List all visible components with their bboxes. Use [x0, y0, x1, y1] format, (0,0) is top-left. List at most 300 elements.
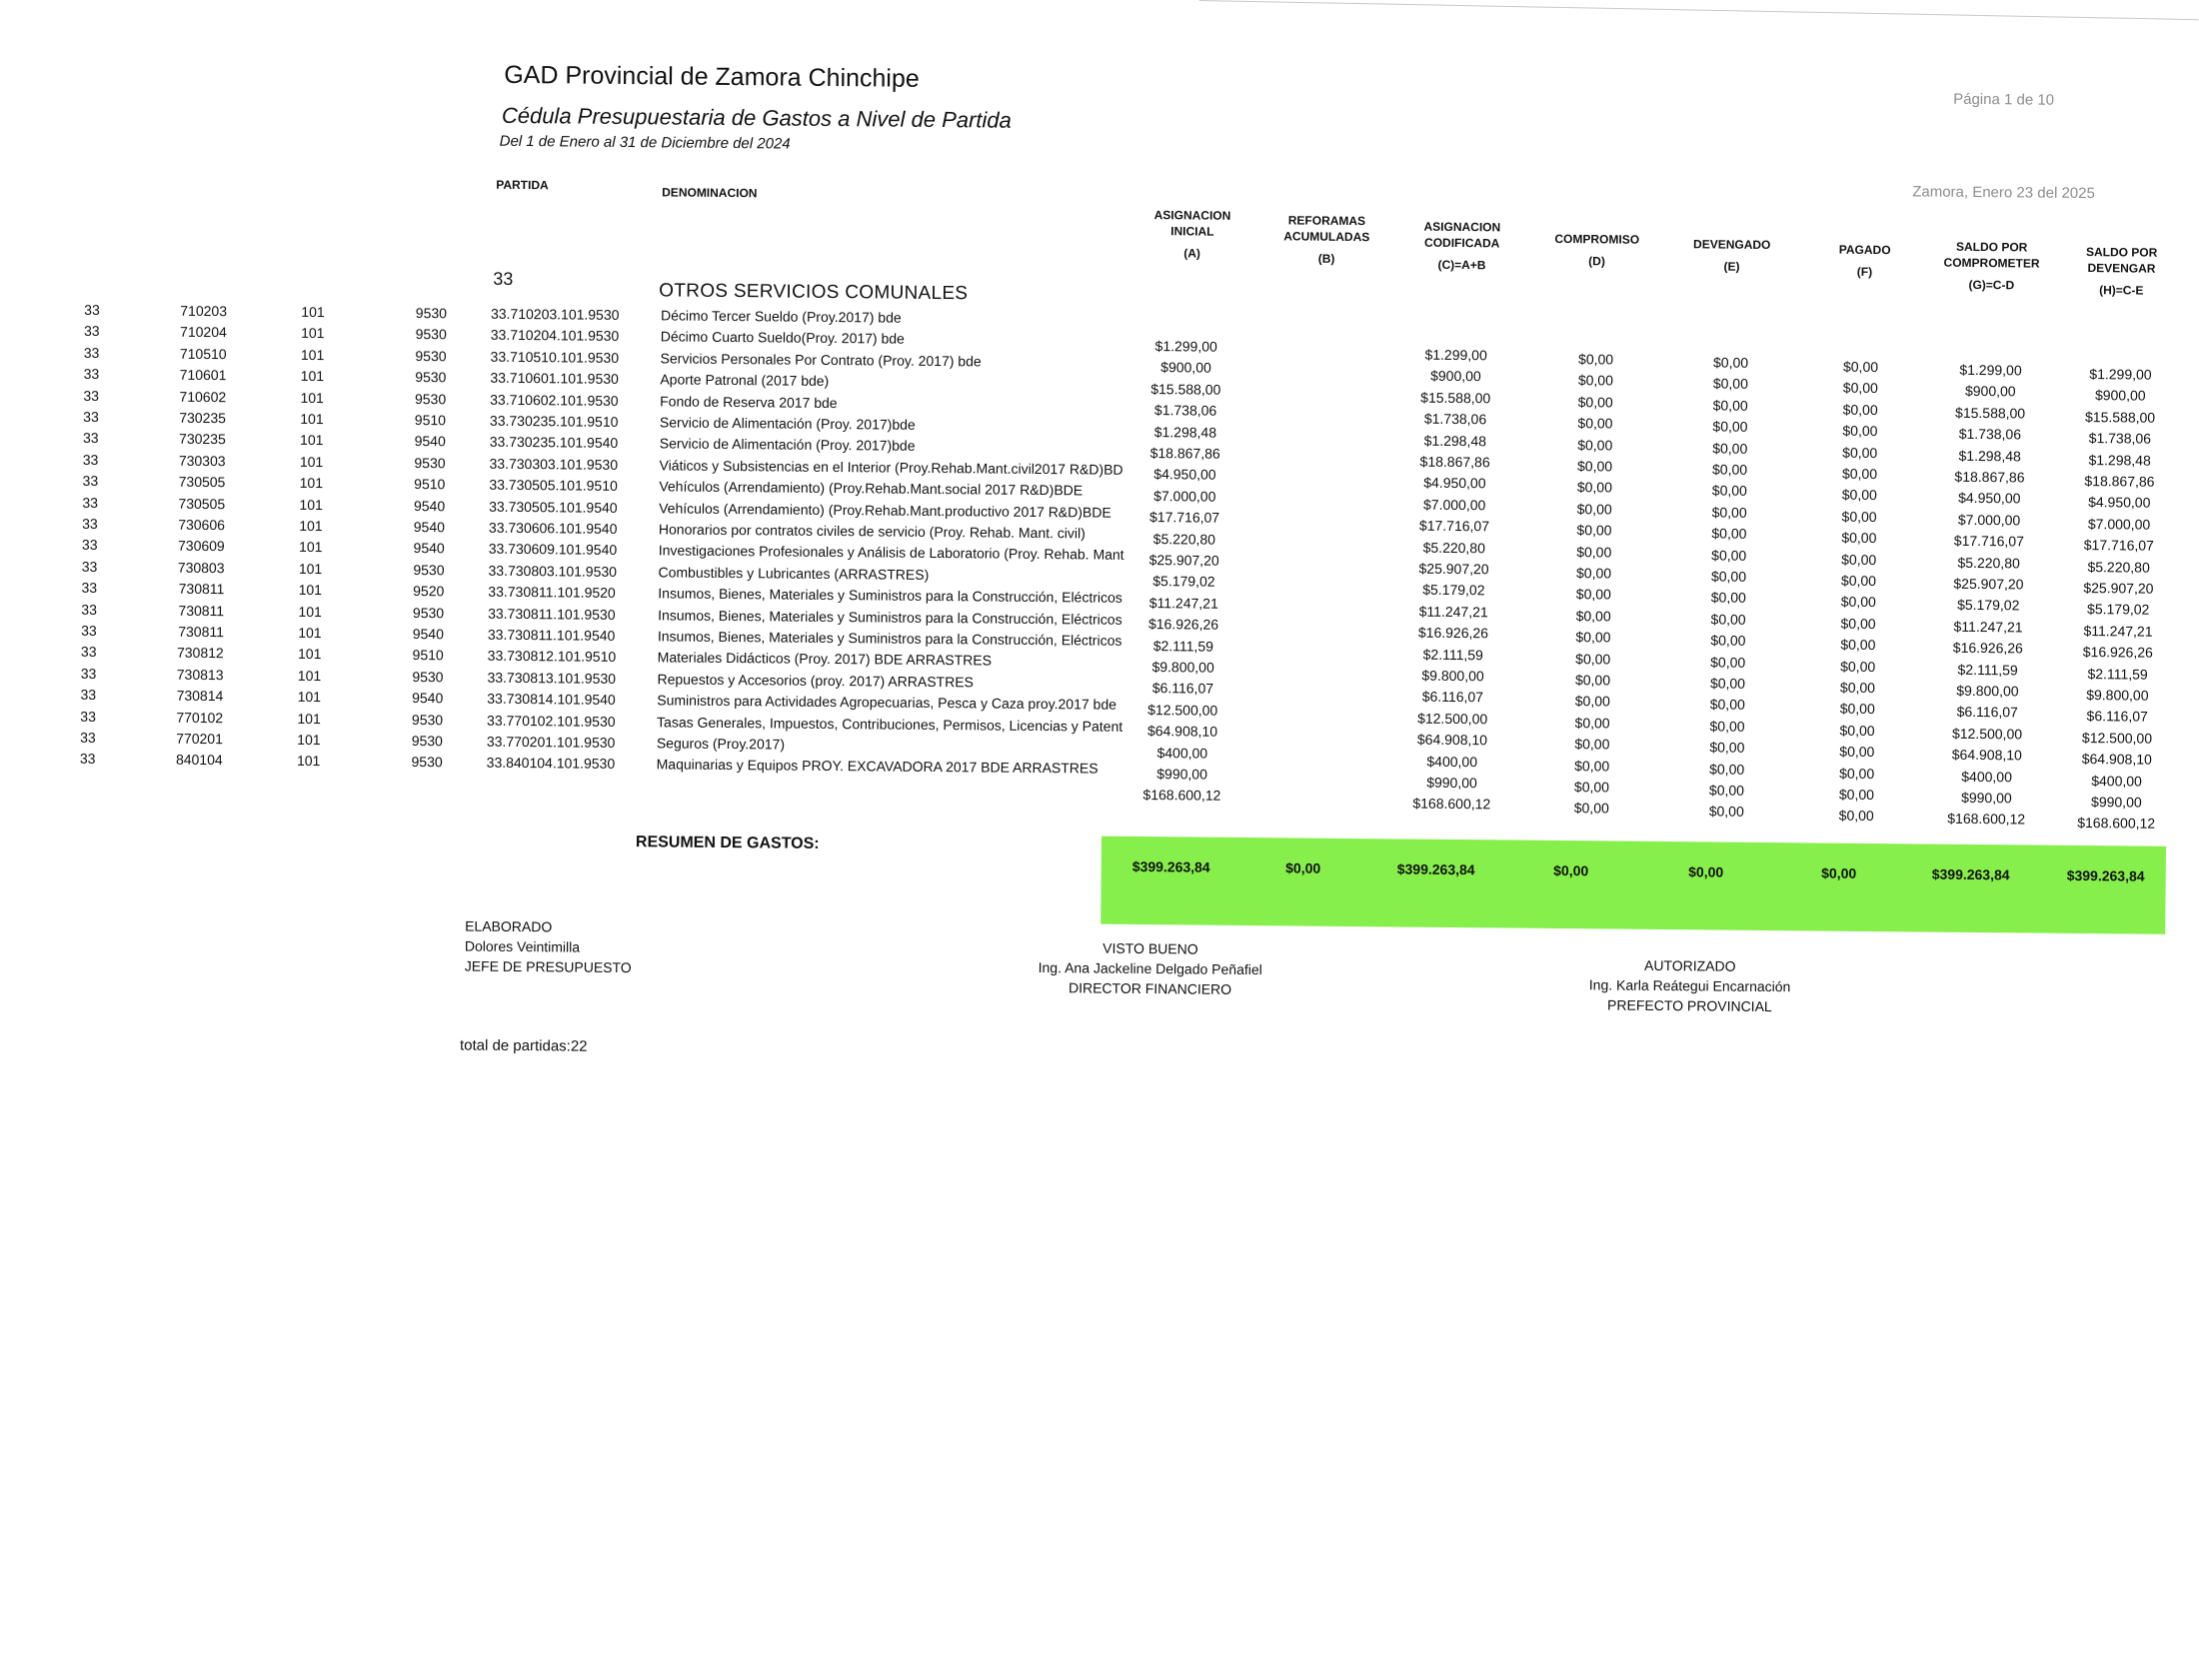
funding-cell: 101 — [298, 560, 323, 577]
asignacion-inicial-cell: $400,00 — [1156, 744, 1208, 762]
org-cell: 9510 — [414, 476, 446, 493]
compromiso-cell: $0,00 — [1574, 736, 1610, 753]
asignacion-inicial-cell: $12.500,00 — [1147, 701, 1218, 719]
summary-codificada: $399.263,84 — [1396, 860, 1475, 878]
funding-cell: 101 — [300, 346, 325, 363]
signature-autorizado-name: Ing. Karla Reátegui Encarnación — [1588, 976, 1791, 995]
funding-cell: 101 — [301, 303, 325, 321]
description-cell: Repuestos y Accesorios (proy. 2017) ARRASTRES — [657, 671, 975, 691]
saldo-comprometer-cell: $990,00 — [1961, 789, 2012, 807]
signature-elaborado-title: JEFE DE PRESUPUESTO — [464, 957, 632, 976]
description-cell: Materiales Didácticos (Proy. 2017) BDE ARRASTRES — [657, 649, 993, 669]
partida-code-cell: 33.730811.101.9540 — [487, 626, 616, 644]
pagado-cell: $0,00 — [1841, 529, 1877, 547]
description-cell: Décimo Cuarto Sueldo(Proy. 2017) bde — [660, 328, 905, 348]
codificada-cell: $168.600,12 — [1412, 795, 1491, 813]
devengado-cell: $0,00 — [1710, 632, 1746, 649]
partida-code-cell: 33.730235.101.9540 — [489, 434, 619, 452]
partida-code-cell: 33.730606.101.9540 — [488, 519, 618, 537]
description-cell: Maquinarias y Equipos PROY. EXCAVADORA 2017 BDE ARRASTRES — [656, 756, 1099, 777]
signature-elaborado-name: Dolores Veintimilla — [464, 937, 581, 955]
item-cell: 710510 — [179, 345, 227, 362]
saldo-comprometer-cell: $1.298,48 — [1958, 447, 2021, 465]
compromiso-cell: $0,00 — [1577, 436, 1613, 454]
pagado-cell: $0,00 — [1839, 701, 1875, 718]
saldo-comprometer-cell: $9.800,00 — [1956, 682, 2019, 700]
saldo-devengar-cell: $18.867,86 — [2084, 473, 2155, 490]
signature-visto-bueno — [1020, 937, 1280, 999]
funding-cell: 101 — [299, 453, 324, 470]
partida-code-cell: 33.710510.101.9530 — [490, 348, 620, 366]
devengado-cell: $0,00 — [1708, 803, 1744, 821]
devengado-cell: $0,00 — [1712, 418, 1748, 435]
pagado-cell: $0,00 — [1841, 487, 1877, 504]
org-cell: 9530 — [414, 454, 446, 472]
report-period: Del 1 de Enero al 31 de Diciembre del 2024 — [499, 132, 791, 153]
program-cell: 33 — [83, 366, 100, 383]
compromiso-cell: $0,00 — [1576, 522, 1612, 539]
org-cell: 9510 — [412, 647, 444, 664]
partida-code-cell: 33.730609.101.9540 — [488, 541, 618, 559]
org-title: GAD Provincial de Zamora Chinchipe — [504, 60, 920, 93]
partida-code-cell: 33.730812.101.9510 — [487, 648, 617, 666]
org-cell: 9510 — [414, 412, 447, 429]
pagado-cell: $0,00 — [1840, 615, 1876, 632]
saldo-devengar-cell: $1.299,00 — [2089, 366, 2152, 383]
codificada-cell: $990,00 — [1426, 774, 1477, 792]
asignacion-inicial-cell: $1.299,00 — [1154, 338, 1217, 355]
codificada-cell: $900,00 — [1430, 368, 1481, 385]
item-cell: 730811 — [178, 623, 225, 641]
pagado-cell: $0,00 — [1838, 786, 1875, 804]
devengado-cell: $0,00 — [1710, 611, 1746, 628]
saldo-devengar-cell: $15.588,00 — [2084, 408, 2156, 426]
summary-label: RESUMEN DE GASTOS: — [635, 834, 820, 852]
description-cell: Viáticos y Subsistencias en el Interior (Proy.Rehab.Mant.civil2017 R&D)BD — [659, 457, 1123, 478]
asignacion-inicial-cell: $18.867,86 — [1149, 445, 1220, 462]
description-cell: Servicio de Alimentación (Proy. 2017)bde — [659, 414, 916, 433]
asignacion-inicial-cell: $1.298,48 — [1153, 423, 1217, 441]
funding-cell: 101 — [297, 689, 322, 706]
pagado-cell: $0,00 — [1840, 658, 1876, 675]
description-cell: Vehículos (Arrendamiento) (Proy.Rehab.Mant.productivo 2017 R&D)BDE — [659, 499, 1111, 521]
devengado-cell: $0,00 — [1712, 440, 1748, 457]
program-cell: 33 — [83, 387, 100, 404]
codificada-cell: $16.926,26 — [1417, 624, 1489, 642]
codificada-cell: $7.000,00 — [1422, 496, 1486, 514]
partida-code-cell: 33.730814.101.9540 — [487, 690, 616, 709]
item-cell: 730235 — [179, 409, 227, 427]
codificada-cell: $9.800,00 — [1421, 667, 1484, 685]
partida-code-cell: 33.730505.101.9510 — [489, 476, 618, 495]
org-cell: 9530 — [412, 604, 445, 621]
partida-code-cell: 33.730813.101.9530 — [487, 669, 617, 687]
compromiso-cell: $0,00 — [1577, 415, 1613, 432]
org-cell: 9530 — [411, 732, 443, 750]
saldo-devengar-cell: $2.111,59 — [2087, 665, 2148, 683]
summary-compromiso: $0,00 — [1553, 861, 1589, 879]
saldo-devengar-cell: $64.908,10 — [2081, 751, 2152, 768]
codificada-cell: $1.298,48 — [1423, 432, 1487, 449]
partida-code-cell: 33.730811.101.9520 — [488, 583, 616, 602]
header-devengado-label: DEVENGADO — [1692, 237, 1771, 253]
program-cell: 33 — [82, 451, 99, 468]
codificada-cell: $400,00 — [1426, 753, 1478, 770]
place-date: Zamora, Enero 23 del 2025 — [1912, 183, 2095, 203]
saldo-devengar-cell: $400,00 — [2091, 772, 2142, 790]
header-saldo-comprometer-code: (G)=C-D — [1968, 277, 2015, 293]
org-cell: 9530 — [415, 369, 447, 386]
compromiso-cell: $0,00 — [1575, 607, 1611, 625]
devengado-cell: $0,00 — [1708, 782, 1745, 799]
item-cell: 730814 — [176, 687, 224, 705]
compromiso-cell: $0,00 — [1573, 800, 1609, 817]
summary-saldo-comprometer: $399.263,84 — [1931, 865, 2010, 883]
saldo-comprometer-cell: $5.220,80 — [1957, 554, 2020, 572]
asignacion-inicial-cell: $990,00 — [1156, 766, 1207, 783]
partida-code-cell: 33.730505.101.9540 — [489, 498, 618, 516]
codificada-cell: $64.908,10 — [1416, 731, 1488, 749]
report-subtitle: Cédula Presupuestaria de Gastos a Nivel de Partida — [501, 102, 1012, 133]
signature-elaborado — [465, 916, 633, 978]
funding-cell: 101 — [299, 496, 323, 513]
program-cell: 33 — [80, 686, 97, 704]
funding-cell: 101 — [300, 389, 324, 406]
saldo-devengar-cell: $1.298,48 — [2088, 451, 2151, 469]
pagado-cell: $0,00 — [1840, 572, 1877, 590]
codificada-cell: $1.738,06 — [1423, 410, 1487, 428]
partida-code-cell: 33.730803.101.9530 — [488, 562, 618, 580]
pagado-cell: $0,00 — [1842, 401, 1878, 418]
org-cell: 9540 — [414, 433, 446, 450]
devengado-cell: $0,00 — [1712, 354, 1749, 371]
devengado-cell: $0,00 — [1712, 397, 1748, 414]
header-saldo-devengar — [2071, 244, 2172, 299]
program-cell: 33 — [84, 301, 100, 318]
saldo-comprometer-cell: $17.716,07 — [1953, 532, 2025, 550]
saldo-devengar-cell: $6.116,07 — [2086, 708, 2148, 726]
summary-asignacion-inicial: $399.263,84 — [1131, 857, 1210, 875]
header-codificada — [1401, 218, 1522, 273]
program-name: OTROS SERVICIOS COMUNALES — [659, 280, 969, 305]
signature-elaborado-role: ELABORADO — [465, 917, 553, 935]
funding-cell: 101 — [298, 624, 322, 642]
summary-highlight — [1100, 837, 2166, 934]
devengado-cell: $0,00 — [1710, 568, 1747, 585]
compromiso-cell: $0,00 — [1574, 714, 1610, 732]
funding-cell: 101 — [297, 667, 322, 684]
org-cell: 9540 — [412, 690, 444, 707]
saldo-devengar-cell: $5.179,02 — [2087, 601, 2150, 619]
compromiso-cell: $0,00 — [1573, 779, 1610, 796]
saldo-comprometer-cell: $6.116,07 — [1956, 704, 2018, 721]
header-compromiso-label: COMPROMISO — [1554, 231, 1640, 247]
compromiso-cell: $0,00 — [1574, 757, 1610, 775]
asignacion-inicial-cell: $17.716,07 — [1148, 509, 1220, 526]
devengado-cell: $0,00 — [1711, 525, 1747, 542]
org-cell: 9520 — [413, 583, 445, 600]
pagado-cell: $0,00 — [1842, 380, 1878, 397]
devengado-cell: $0,00 — [1710, 589, 1746, 607]
compromiso-cell: $0,00 — [1575, 650, 1611, 668]
partida-code-cell: 33.840104.101.9530 — [486, 755, 616, 773]
saldo-devengar-cell: $25.907,20 — [2083, 580, 2154, 597]
codificada-cell: $4.950,00 — [1423, 475, 1486, 492]
description-cell: Combustibles y Lubricantes (ARRASTRES) — [658, 564, 930, 583]
asignacion-inicial-cell: $168.600,12 — [1142, 787, 1221, 805]
asignacion-inicial-cell: $5.220,80 — [1152, 530, 1216, 548]
partida-code-cell: 33.710203.101.9530 — [490, 305, 620, 323]
compromiso-cell: $0,00 — [1574, 672, 1611, 689]
program-cell: 33 — [80, 665, 97, 682]
pagado-cell: $0,00 — [1841, 551, 1877, 568]
saldo-devengar-cell: $17.716,07 — [2083, 537, 2154, 554]
item-cell: 710602 — [179, 388, 227, 405]
devengado-cell: $0,00 — [1709, 718, 1745, 735]
devengado-cell: $0,00 — [1712, 375, 1748, 393]
partida-code-cell: 33.710601.101.9530 — [490, 369, 619, 388]
item-cell: 730812 — [176, 645, 224, 662]
summary-reformas: $0,00 — [1285, 859, 1321, 876]
codificada-cell: $17.716,07 — [1418, 517, 1490, 535]
program-cell: 33 — [80, 708, 96, 725]
compromiso-cell: $0,00 — [1574, 693, 1610, 710]
saldo-comprometer-cell: $15.588,00 — [1955, 404, 2026, 422]
funding-cell: 101 — [301, 325, 325, 342]
devengado-cell: $0,00 — [1711, 504, 1747, 521]
funding-cell: 101 — [297, 646, 322, 663]
item-cell: 770201 — [176, 730, 223, 748]
item-cell: 730606 — [178, 516, 226, 534]
codificada-cell: $2.111,59 — [1422, 646, 1483, 663]
description-cell: Fondo de Reserva 2017 bde — [660, 392, 838, 411]
header-pagado-code: (F) — [1856, 264, 1873, 279]
saldo-comprometer-cell: $1.738,06 — [1958, 426, 2022, 443]
item-cell: 730303 — [178, 452, 226, 469]
description-cell: Servicios Personales Por Contrato (Proy. 2017) bde — [660, 350, 982, 370]
saldo-comprometer-cell: $12.500,00 — [1951, 725, 2023, 743]
header-reformas — [1269, 212, 1385, 267]
compromiso-cell: $0,00 — [1576, 543, 1612, 561]
pagado-cell: $0,00 — [1840, 594, 1876, 611]
item-cell: 730505 — [178, 495, 226, 512]
summary-devengado: $0,00 — [1688, 863, 1724, 880]
org-cell: 9530 — [412, 668, 444, 686]
header-saldo-comprometer-label: SALDO POR COMPROMETER — [1943, 239, 2040, 271]
description-cell: Suministros para Actividades Agropecuarias, Pesca y Caza proy.2017 bde — [657, 692, 1117, 713]
funding-cell: 101 — [298, 603, 322, 620]
partida-code-cell: 33.770102.101.9530 — [487, 712, 616, 730]
funding-cell: 101 — [297, 710, 321, 727]
header-codificada-code: (C)=A+B — [1437, 257, 1486, 273]
pagado-cell: $0,00 — [1839, 679, 1876, 697]
asignacion-inicial-cell: $64.908,10 — [1146, 723, 1218, 740]
header-compromiso — [1536, 231, 1656, 270]
saldo-devengar-cell: $9.800,00 — [2086, 687, 2149, 704]
asignacion-inicial-cell: $6.116,07 — [1151, 680, 1214, 698]
item-cell: 730811 — [178, 602, 225, 619]
saldo-comprometer-cell: $400,00 — [1961, 768, 2013, 785]
item-cell: 840104 — [175, 752, 223, 769]
pagado-cell: $0,00 — [1838, 808, 1874, 825]
description-cell: Honorarios por contratos civiles de servicio (Proy. Rehab. Mant. civil) — [658, 521, 1086, 542]
item-cell: 730609 — [177, 538, 225, 555]
saldo-devengar-cell: $168.600,12 — [2077, 815, 2156, 833]
pagado-cell: $0,00 — [1842, 358, 1879, 376]
saldo-comprometer-cell: $1.299,00 — [1959, 361, 2022, 379]
saldo-devengar-cell: $4.950,00 — [2088, 494, 2151, 512]
saldo-devengar-cell: $11.247,21 — [2083, 622, 2153, 640]
asignacion-inicial-cell: $5.179,02 — [1152, 573, 1215, 591]
program-cell: 33 — [82, 494, 99, 511]
devengado-cell: $0,00 — [1711, 461, 1748, 478]
signature-visto-title: DIRECTOR FINANCIERO — [1068, 979, 1232, 997]
pagado-cell: $0,00 — [1839, 743, 1875, 761]
partida-code-cell: 33.770201.101.9530 — [486, 733, 616, 751]
description-cell: Insumos, Bienes, Materiales y Suministros para la Construcción, Eléctricos — [658, 585, 1122, 606]
devengado-cell: $0,00 — [1709, 675, 1746, 692]
program-cell: 33 — [80, 644, 97, 661]
asignacion-inicial-cell: $900,00 — [1160, 359, 1211, 377]
asignacion-inicial-cell: $7.000,00 — [1153, 487, 1216, 505]
header-compromiso-code: (D) — [1588, 254, 1605, 269]
program-cell: 33 — [82, 473, 99, 490]
devengado-cell: $0,00 — [1709, 761, 1745, 778]
asignacion-inicial-cell: $11.247,21 — [1148, 594, 1218, 612]
header-saldo-comprometer — [1926, 239, 2057, 294]
saldo-comprometer-cell: $64.908,10 — [1951, 746, 2022, 764]
program-cell: 33 — [80, 729, 96, 746]
org-cell: 9530 — [414, 390, 447, 407]
description-cell: Seguros (Proy.2017) — [656, 735, 786, 753]
header-pagado — [1804, 241, 1924, 280]
devengado-cell: $0,00 — [1709, 696, 1745, 714]
org-cell: 9540 — [413, 518, 446, 536]
org-cell: 9530 — [415, 347, 447, 365]
item-cell: 710601 — [179, 366, 227, 384]
devengado-cell: $0,00 — [1710, 654, 1746, 671]
program-cell: 33 — [81, 537, 98, 554]
pagado-cell: $0,00 — [1841, 508, 1877, 525]
org-cell: 9530 — [415, 305, 448, 322]
total-partidas: total de partidas:22 — [459, 1036, 588, 1055]
funding-cell: 101 — [299, 475, 324, 492]
funding-cell: 101 — [298, 539, 323, 556]
program-cell: 33 — [81, 622, 97, 639]
codificada-cell: $5.179,02 — [1422, 582, 1485, 599]
funding-cell: 101 — [299, 517, 323, 535]
partida-code-cell: 33.730235.101.9510 — [489, 412, 619, 430]
program-cell: 33 — [81, 601, 98, 618]
compromiso-cell: $0,00 — [1575, 565, 1612, 582]
item-cell: 730811 — [178, 580, 225, 598]
saldo-comprometer-cell: $18.867,86 — [1954, 468, 2025, 486]
program-cell: 33 — [83, 344, 100, 361]
item-cell: 730803 — [177, 559, 225, 576]
saldo-devengar-cell: $1.738,06 — [2088, 430, 2152, 447]
saldo-devengar-cell: $12.500,00 — [2081, 729, 2153, 747]
compromiso-cell: $0,00 — [1576, 500, 1612, 518]
description-cell: Vehículos (Arrendamiento) (Proy.Rehab.Mant.social 2017 R&D)BDE — [659, 478, 1084, 499]
codificada-cell: $11.247,21 — [1418, 603, 1488, 621]
asignacion-inicial-cell: $4.950,00 — [1153, 466, 1216, 484]
compromiso-cell: $0,00 — [1575, 629, 1611, 646]
item-cell: 730813 — [176, 666, 224, 683]
funding-cell: 101 — [298, 582, 323, 599]
header-asignacion-inicial — [1137, 207, 1248, 262]
codificada-cell: $1.299,00 — [1424, 346, 1487, 364]
summary-saldo-devengar: $399.263,84 — [2066, 866, 2145, 884]
partida-code-cell: 33.730303.101.9530 — [489, 455, 619, 473]
saldo-comprometer-cell: $168.600,12 — [1947, 811, 2026, 828]
codificada-cell: $12.500,00 — [1417, 710, 1488, 728]
partida-code-cell: 33.710204.101.9530 — [490, 327, 620, 345]
program-cell: 33 — [83, 323, 100, 340]
asignacion-inicial-cell: $15.588,00 — [1150, 380, 1221, 398]
compromiso-cell: $0,00 — [1575, 586, 1611, 603]
org-cell: 9540 — [412, 625, 445, 643]
header-devengado — [1671, 236, 1791, 275]
pagado-cell: $0,00 — [1839, 722, 1875, 739]
header-asignacion-inicial-label: ASIGNACION INICIAL — [1153, 208, 1231, 239]
compromiso-cell: $0,00 — [1577, 393, 1613, 411]
saldo-comprometer-cell: $5.179,02 — [1957, 597, 2020, 614]
org-cell: 9540 — [413, 497, 446, 514]
codificada-cell: $18.867,86 — [1419, 453, 1490, 471]
program-cell: 33 — [79, 751, 96, 768]
funding-cell: 101 — [300, 368, 325, 385]
saldo-comprometer-cell: $4.950,00 — [1958, 490, 2021, 507]
header-codificada-label: ASIGNACION CODIFICADA — [1423, 219, 1501, 251]
program-cell: 33 — [81, 558, 98, 575]
codificada-cell: $15.588,00 — [1420, 389, 1491, 407]
compromiso-cell: $0,00 — [1578, 351, 1614, 368]
item-cell: 730505 — [178, 473, 226, 491]
header-reformas-code: (B) — [1317, 251, 1335, 266]
compromiso-cell: $0,00 — [1576, 458, 1613, 475]
summary-pagado: $0,00 — [1821, 864, 1857, 881]
pagado-cell: $0,00 — [1841, 465, 1878, 483]
signature-autorizado-title: PREFECTO PROVINCIAL — [1607, 996, 1772, 1015]
funding-cell: 101 — [300, 410, 324, 428]
program-cell: 33 — [82, 515, 98, 532]
description-cell: Investigaciones Profesionales y Análisis de Laboratorio (Proy. Rehab. Mant — [658, 542, 1124, 564]
signature-visto-name: Ing. Ana Jackeline Delgado Peñafiel — [1038, 959, 1262, 978]
asignacion-inicial-cell: $16.926,26 — [1147, 616, 1219, 633]
saldo-comprometer-cell: $16.926,26 — [1952, 639, 2023, 657]
signature-autorizado-role: AUTORIZADO — [1643, 956, 1736, 974]
description-cell: Décimo Tercer Sueldo (Proy.2017) bde — [660, 307, 902, 326]
saldo-comprometer-cell: $900,00 — [1964, 383, 2016, 400]
program-cell: 33 — [82, 430, 99, 447]
item-cell: 710204 — [180, 324, 227, 341]
header-pagado-label: PAGADO — [1838, 242, 1891, 258]
header-partida: PARTIDA — [496, 177, 549, 193]
org-cell: 9530 — [413, 561, 445, 579]
saldo-comprometer-cell: $2.111,59 — [1957, 661, 2018, 679]
asignacion-inicial-cell: $25.907,20 — [1148, 552, 1219, 569]
signature-visto-role: VISTO BUENO — [1102, 939, 1198, 957]
header-devengado-code: (E) — [1723, 259, 1740, 274]
header-denominacion: DENOMINACION — [662, 185, 758, 201]
header-reformas-label: REFORAMAS ACUMULADAS — [1283, 213, 1370, 245]
funding-cell: 101 — [297, 731, 321, 749]
org-cell: 9530 — [415, 326, 447, 343]
pagado-cell: $0,00 — [1842, 422, 1878, 440]
item-cell: 730235 — [178, 431, 226, 448]
description-cell: Servicio de Alimentación (Proy. 2017)bde — [659, 435, 916, 455]
codificada-cell: $5.220,80 — [1422, 539, 1486, 556]
